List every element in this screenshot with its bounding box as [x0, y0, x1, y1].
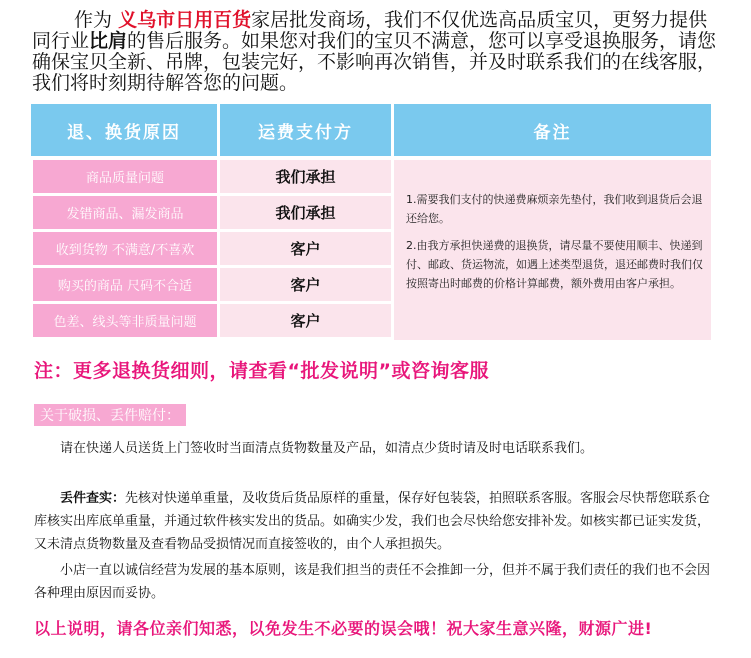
intro-text-2: 家居批发商场，我们不仅优选高品质宝贝，更努力提供同行业	[32, 9, 708, 52]
paragraph-principle: 小店一直以诚信经营为发展的基本原则，该是我们担当的责任不会推卸一分，但并不属于我们责任的我们也不会因各种理由原因而妥协。	[34, 563, 711, 601]
lost-items-label: 丢件查实：	[60, 491, 126, 506]
section-title: 关于破损、丢件赔付：	[34, 404, 186, 426]
row-payer: 客户	[220, 268, 391, 301]
intro-paragraph	[32, 10, 722, 94]
row-reason: 发错商品、漏发商品	[33, 196, 217, 229]
header-payer: 运费支付方	[220, 104, 391, 156]
paragraph-lost-items	[34, 487, 719, 556]
intro-text-1: 作为	[74, 9, 113, 31]
row-payer: 我们承担	[220, 160, 391, 193]
row-reason: 收到货物 不满意/不喜欢	[33, 232, 217, 265]
notice-text: 注：更多退换货细则，请查看“批发说明”或咨询客服	[34, 360, 489, 382]
note-1: 1.需要我们支付的快递费麻烦亲先垫付，我们收到退货后会退还给您。	[406, 193, 703, 225]
intro-text-3: 的售后服务。如果您对我们的宝贝不满意，您可以享受退换服务，请您确保宝贝全新、吊牌，包装完好，不影响再次销售，并及时联系我们的在线客服，我们将时刻期待解答您的问题。	[32, 30, 717, 94]
lost-items-text: 先核对快递单重量，及收货后货品原样的重量，保存好包装袋，拍照联系客服。客服会尽快帮您联系仓库核实出库底单重量，并通过软件核实发出的货品。如确实少发，我们也会尽快给您安排补发。如核实都已证实发货，又未清点货物数量及查看物品受损情况而直接签收的，由个人承担损失。	[34, 491, 711, 552]
paragraph-signing: 请在快递人员送货上门签收时当面清点货物数量及产品，如清点少货时请及时电话联系我们。	[60, 441, 594, 456]
row-payer: 客户	[220, 304, 391, 337]
row-payer: 客户	[220, 232, 391, 265]
notes-cell	[394, 160, 711, 340]
intro-bold-word: 比肩	[89, 30, 128, 52]
header-notes: 备注	[394, 104, 711, 156]
note-2: 2.由我方承担快递费的退换货，请尽量不要使用顺丰、快递到付、邮政、货运物流，如遇上述类型退货，退还邮费时我们仅按照寄出时邮费的价格计算邮费，额外费用由客户承担。	[406, 239, 703, 290]
row-reason: 购买的商品 尺码不合适	[33, 268, 217, 301]
row-reason: 商品质量问题	[33, 160, 217, 193]
closing-message: 以上说明，请各位亲们知悉，以免发生不必要的误会哦！祝大家生意兴隆，财源广进!	[34, 619, 653, 638]
brand-name: 义乌市日用百货	[118, 9, 252, 31]
return-policy-table	[31, 104, 711, 340]
header-reason: 退、换货原因	[31, 104, 217, 156]
row-payer: 我们承担	[220, 196, 391, 229]
row-reason: 色差、线头等非质量问题	[33, 304, 217, 337]
